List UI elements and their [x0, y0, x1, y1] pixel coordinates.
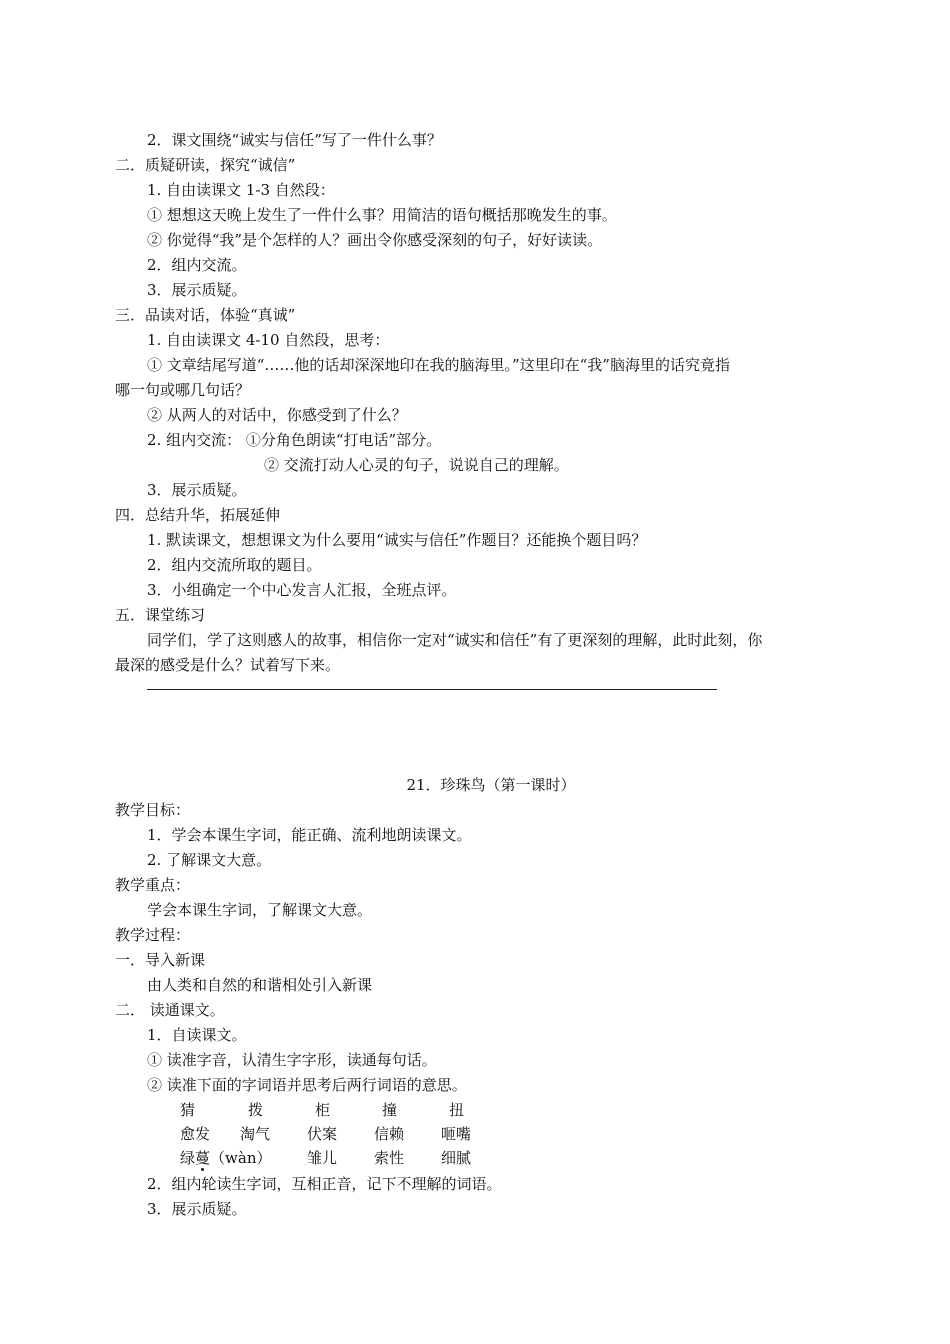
text-line: ① 读准字音，认清生字字形，读通每句话。	[147, 1051, 437, 1069]
word-row-2	[0, 1122, 950, 1146]
emphasis-dot-char: 蔓	[195, 1149, 211, 1167]
text-line: 哪一句或哪几句话？	[115, 381, 251, 399]
text-line: ① 文章结尾写道“……他的话却深深地印在我的脑海里。”这里印在“我”脑海里的话究竟指	[147, 356, 730, 374]
text-line: ① 想想这天晚上发生了一件什么事？用简洁的语句概括那晚发生的事。	[147, 206, 617, 224]
word-cell: 细腻	[441, 1149, 472, 1167]
text-line: 2．组内交流所取的题目。	[147, 556, 322, 574]
word-cell: 伏案	[307, 1125, 338, 1143]
text-line: 由人类和自然的和谐相处引入新课	[147, 976, 373, 994]
word-cell: 拨	[248, 1101, 264, 1119]
text-line: 2. 组内交流： ①分角色朗读“打电话”部分。	[147, 431, 442, 449]
text-line: 1. 自由读课文 4-10 自然段，思考：	[147, 331, 390, 349]
text-line: 3．展示质疑。	[147, 1200, 247, 1218]
text-line: 最深的感受是什么？试着写下来。	[115, 656, 341, 674]
lesson-title: 21．珍珠鸟（第一课时）	[406, 776, 576, 794]
word-cell: 猜	[180, 1101, 196, 1119]
text-line: ② 交流打动人心灵的句子，说说自己的理解。	[264, 456, 569, 474]
section-heading: 教学目标：	[115, 801, 191, 819]
text-line: 2．组内轮读生字词，互相正音，记下不理解的词语。	[147, 1175, 502, 1193]
word-char: 绿	[180, 1149, 196, 1167]
text-line: 学会本课生字词，了解课文大意。	[147, 901, 373, 919]
answer-blank-line	[147, 689, 717, 690]
section-heading: 教学重点：	[115, 876, 191, 894]
text-line: 1. 默读课文，想想课文为什么要用“诚实与信任”作题目？还能换个题目吗？	[147, 531, 647, 549]
text-line: 同学们，学了这则感人的故事，相信你一定对“诚实和信任”有了更深刻的理解，此时此刻，你	[147, 631, 763, 649]
text-line: 2．课文围绕“诚实与信任”写了一件什么事？	[147, 131, 442, 149]
text-line: ② 从两人的对话中，你感受到了什么？	[147, 406, 407, 424]
word-cell: 撞	[382, 1101, 398, 1119]
text-line: 1. 自由读课文 1-3 自然段：	[147, 181, 335, 199]
section-heading: 五．课堂练习	[115, 606, 206, 624]
text-line: 1．学会本课生字词，能正确、流利地朗读课文。	[147, 826, 472, 844]
word-cell: 咂嘴	[441, 1125, 472, 1143]
word-cell: 索性	[374, 1149, 405, 1167]
text-line: 3．展示质疑。	[147, 281, 247, 299]
word-cell: 雏儿	[307, 1149, 338, 1167]
word-cell: 柜	[315, 1101, 331, 1119]
word-row-3	[0, 1146, 950, 1170]
section-heading: 二．质疑研读，探究“诚信”	[115, 156, 296, 174]
pinyin-annotation: （wàn）	[210, 1149, 272, 1167]
word-cell: 扭	[449, 1101, 465, 1119]
section-heading: 三．品读对话，体验“真诚”	[115, 306, 296, 324]
section-heading: 二． 读通课文。	[115, 1001, 225, 1019]
word-row-1	[0, 1098, 950, 1122]
text-line: 2．组内交流。	[147, 256, 247, 274]
word-cell: 愈发	[180, 1125, 211, 1143]
word-cell: 信赖	[374, 1125, 405, 1143]
text-line: 2. 了解课文大意。	[147, 851, 272, 869]
text-line: ② 你觉得“我”是个怎样的人？画出令你感受深刻的句子，好好读读。	[147, 231, 603, 249]
section-heading: 四．总结升华，拓展延伸	[115, 506, 281, 524]
text-line: 3．展示质疑。	[147, 481, 247, 499]
word-cell: 淘气	[240, 1125, 271, 1143]
word-cell-with-pinyin	[180, 1146, 271, 1170]
text-line: ② 读准下面的字词语并思考后两行词语的意思。	[147, 1076, 467, 1094]
text-line: 1．自读课文。	[147, 1026, 247, 1044]
section-heading: 教学过程：	[115, 926, 191, 944]
text-line: 3．小组确定一个中心发言人汇报，全班点评。	[147, 581, 457, 599]
section-heading: 一．导入新课	[115, 951, 206, 969]
